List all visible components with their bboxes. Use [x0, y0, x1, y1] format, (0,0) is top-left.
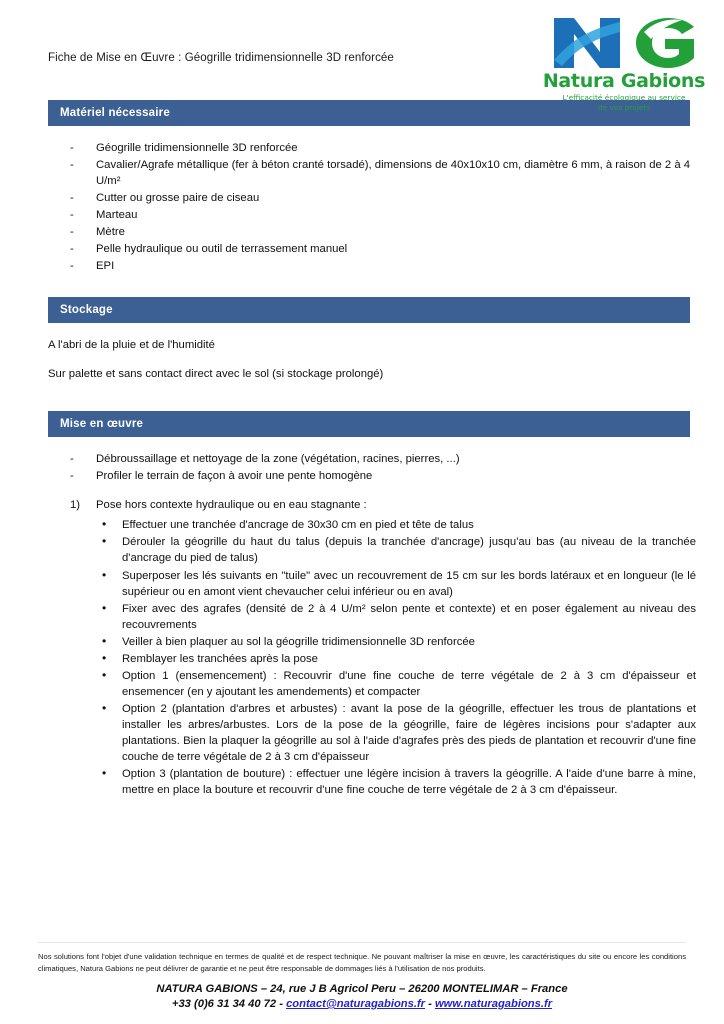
list-item: • Option 1 (ensemencement) : Recouvrir d'une fine couche de terre végétale de 2 à 3 cm d'épaisseur et ensemencer (en y ajoutant les amendements) et compacter	[100, 668, 696, 700]
step-number: 1)	[70, 499, 81, 512]
section-body-mise-en-oeuvre	[48, 451, 696, 798]
list-item: - Mètre	[70, 224, 696, 240]
logo-company-name: Natura Gabions	[542, 70, 706, 92]
ng-monogram-icon	[548, 12, 700, 74]
stockage-paragraph: Sur palette et sans contact direct avec le sol (si stockage prolongé)	[48, 368, 384, 381]
spacer	[0, 395, 724, 411]
footer-address-line: NATURA GABIONS – 24, rue J B Agricol Peru – 26200 MONTELIMAR – France	[156, 982, 568, 995]
section-heading-materiel: Matériel nécessaire	[48, 100, 690, 126]
list-item: • Veiller à bien plaquer au sol la géogrille tridimensionnelle 3D renforcée	[100, 634, 696, 650]
footer-contact-line	[38, 997, 686, 1012]
list-item: - Cavalier/Agrafe métallique (fer à béton cranté torsadé), dimensions de 40x10x10 cm, diamètre 6 mm, à raison de 2 à 4 U/m²	[70, 157, 696, 189]
footer-phone: +33 (0)6 31 34 40 72 -	[171, 997, 287, 1010]
document-footer	[0, 942, 724, 1012]
company-logo	[536, 12, 712, 112]
footer-address-block	[38, 982, 686, 1012]
numbered-step-1	[70, 497, 696, 513]
footer-contact-separator: -	[425, 997, 435, 1010]
page-title: Fiche de Mise en Œuvre : Géogrille tridimensionnelle 3D renforcée	[48, 52, 394, 64]
list-item: • Option 3 (plantation de bouture) : effectuer une légère incision à travers la géogrille. A l'aide d'une barre à mine, mettre en place la bouture et recouvrir d'une fine couche de terre végétale de 2 à 3 cm d'épaisseur.	[100, 766, 696, 798]
stockage-paragraph: A l'abri de la pluie et de l'humidité	[48, 339, 215, 352]
list-item: • Dérouler la géogrille du haut du talus (depuis la tranchée d'ancrage) jusqu'au bas (au niveau de la tranchée d'ancrage du pied de talus)	[100, 534, 696, 566]
logo-tagline-line-2: de vos projets	[597, 103, 651, 113]
section-body-stockage	[48, 337, 696, 382]
footer-email-link[interactable]: contact@naturagabions.fr	[286, 997, 426, 1010]
list-item: - Débroussaillage et nettoyage de la zone (végétation, racines, pierres, ...)	[70, 451, 696, 467]
step-label: Pose hors contexte hydraulique ou en eau stagnante :	[96, 499, 367, 512]
list-item: • Effectuer une tranchée d'ancrage de 30x30 cm en pied et tête de talus	[100, 517, 696, 533]
logo-tagline-line-1: L'efficacité écologique au service	[562, 92, 686, 102]
list-item: - Profiler le terrain de façon à avoir une pente homogène	[70, 468, 696, 484]
list-item: - Pelle hydraulique ou outil de terrassement manuel	[70, 241, 696, 257]
preliminary-list	[48, 451, 696, 484]
materiel-list	[48, 140, 696, 274]
section-heading-stockage: Stockage	[48, 297, 690, 323]
list-item: - Géogrille tridimensionnelle 3D renforcée	[70, 140, 696, 156]
spacer	[0, 275, 724, 297]
section-heading-mise-en-oeuvre: Mise en œuvre	[48, 411, 690, 437]
list-item: - Cutter ou grosse paire de ciseau	[70, 190, 696, 206]
list-item: - EPI	[70, 258, 696, 274]
footer-website-link[interactable]: www.naturagabions.fr	[434, 997, 553, 1010]
numbered-steps	[48, 497, 696, 513]
list-item: • Superposer les lés suivants en "tuile" avec un recouvrement de 15 cm sur les bords latéraux et en longueur (le lé supérieur ou en amont vient chevaucher celui inférieur ou en aval)	[100, 568, 696, 600]
step-1-bullets	[48, 517, 696, 798]
list-item: • Fixer avec des agrafes (densité de 2 à 4 U/m² selon pente et contexte) et en poser également au niveau des recouvrements	[100, 601, 696, 633]
list-item: - Marteau	[70, 207, 696, 223]
list-item: • Option 2 (plantation d'arbres et arbustes) : avant la pose de la géogrille, effectuer les trous de plantations et installer les arbres/arbustes. Lors de la pose de la géogrille, faire de légères incisions pour s'adapter aux plantations. Bien la plaquer la géogrille au sol à l'aide d'agrafes près des pieds de plantation et recouvrir d'une fine couche de terre végétale de 2 à 3 cm d'épaisseur	[100, 701, 696, 765]
footer-divider	[38, 942, 686, 943]
section-body-materiel	[48, 140, 696, 274]
list-item: • Remblayer les tranchées après la pose	[100, 651, 696, 667]
footer-disclaimer: Nos solutions font l'objet d'une validation technique en termes de qualité et de respect technique. Ne pouvant maîtriser la mise en œuvre, les caractéristiques du site ou encore les conditions climatiques, Natura Gabions ne peut délivrer de garantie et ne peut être responsable de dommages liés à l'utilisation de nos produits.	[38, 952, 686, 974]
